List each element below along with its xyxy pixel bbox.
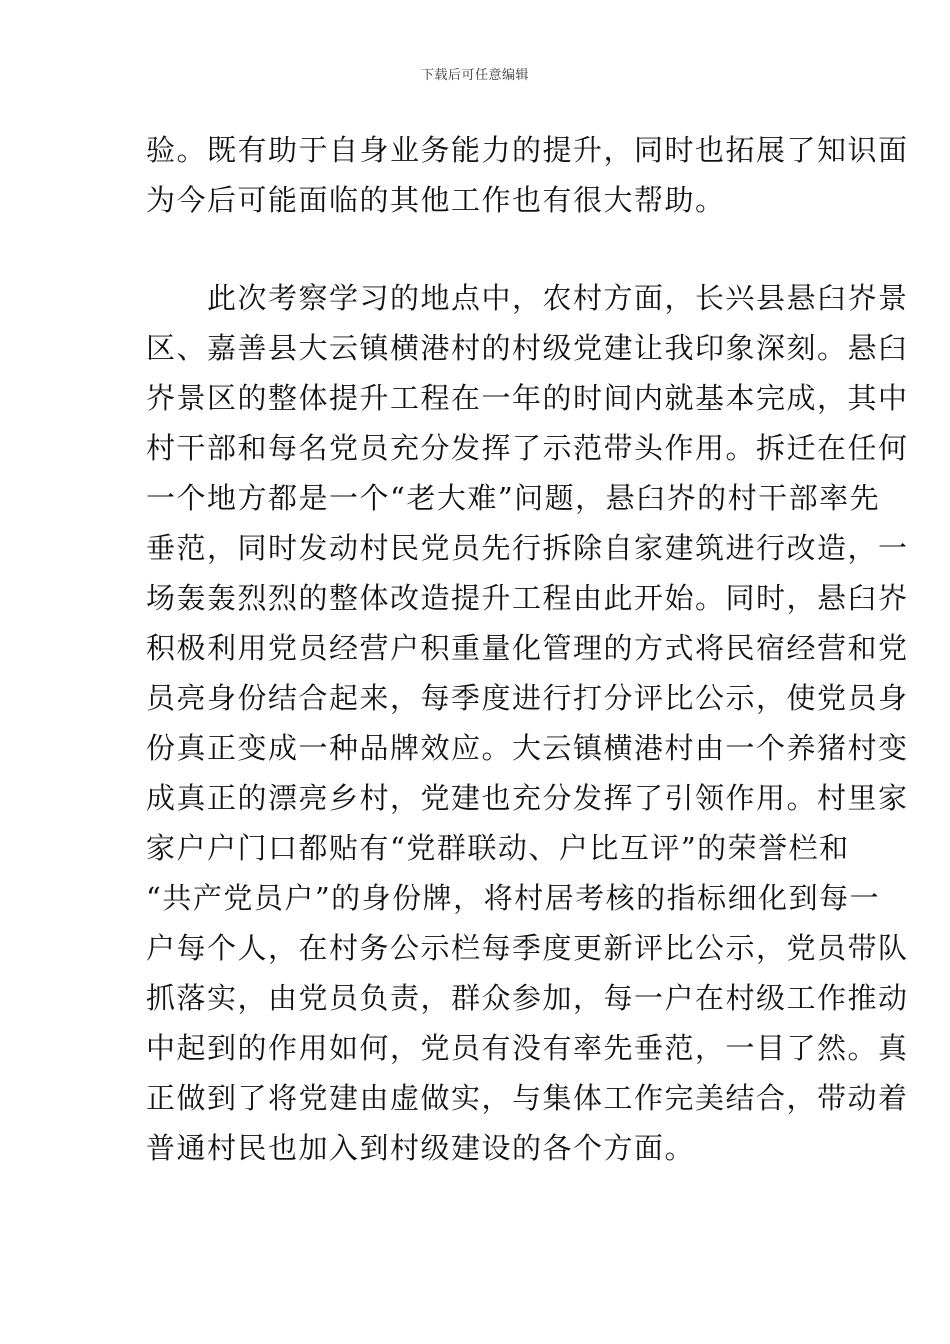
paragraph-2-line: 成真正的漂亮乡村，党建也充分发挥了引领作用。村里家 [146, 781, 909, 815]
paragraph-2-line: 抓落实，由党员负责，群众参加，每一户在村级工作推动 [146, 981, 909, 1015]
paragraph-1-line: 为今后可能面临的其他工作也有很大帮助。 [146, 183, 726, 217]
paragraph-2-line: 正做到了将党建由虚做实，与集体工作完美结合，带动着 [146, 1081, 909, 1115]
header-note: 下载后可任意编辑 [420, 68, 529, 83]
paragraph-2-line: 一个地方都是一个“老大难”问题，悬臼岕的村干部率先 [146, 481, 881, 515]
paragraph-2-line: 家户户门口都贴有“党群联动、户比互评”的荣誉栏和 [146, 831, 850, 865]
paragraph-2-line: 场轰轰烈烈的整体改造提升工程由此开始。同时，悬臼岕 [146, 581, 909, 615]
paragraph-2-line: 份真正变成一种品牌效应。大云镇横港村由一个养猪村变 [146, 731, 909, 765]
paragraph-2-line: 此次考察学习的地点中，农村方面，长兴县悬臼岕景 [146, 281, 909, 315]
paragraph-2-line: 村干部和每名党员充分发挥了示范带头作用。拆迁在任何 [146, 431, 909, 465]
paragraph-2-line: “共产党员户”的身份牌，将村居考核的指标细化到每一 [146, 881, 881, 915]
paragraph-2-line: 区、嘉善县大云镇横港村的村级党建让我印象深刻。悬臼 [146, 331, 909, 365]
paragraph-1-line: 验。既有助于自身业务能力的提升，同时也拓展了知识面 [146, 133, 909, 167]
paragraph-2-line: 积极利用党员经营户积重量化管理的方式将民宿经营和党 [146, 631, 909, 665]
paragraph-2-line: 普通村民也加入到村级建设的各个方面。 [146, 1131, 696, 1165]
paragraph-2-line: 垂范，同时发动村民党员先行拆除自家建筑进行改造，一 [146, 531, 909, 565]
paragraph-2-line: 中起到的作用如何，党员有没有率先垂范，一目了然。真 [146, 1031, 909, 1065]
paragraph-2-line: 岕景区的整体提升工程在一年的时间内就基本完成，其中 [146, 381, 909, 415]
paragraph-2-line: 户每个人，在村务公示栏每季度更新评比公示，党员带队 [146, 931, 909, 965]
paragraph-2-line: 员亮身份结合起来，每季度进行打分评比公示，使党员身 [146, 681, 909, 715]
